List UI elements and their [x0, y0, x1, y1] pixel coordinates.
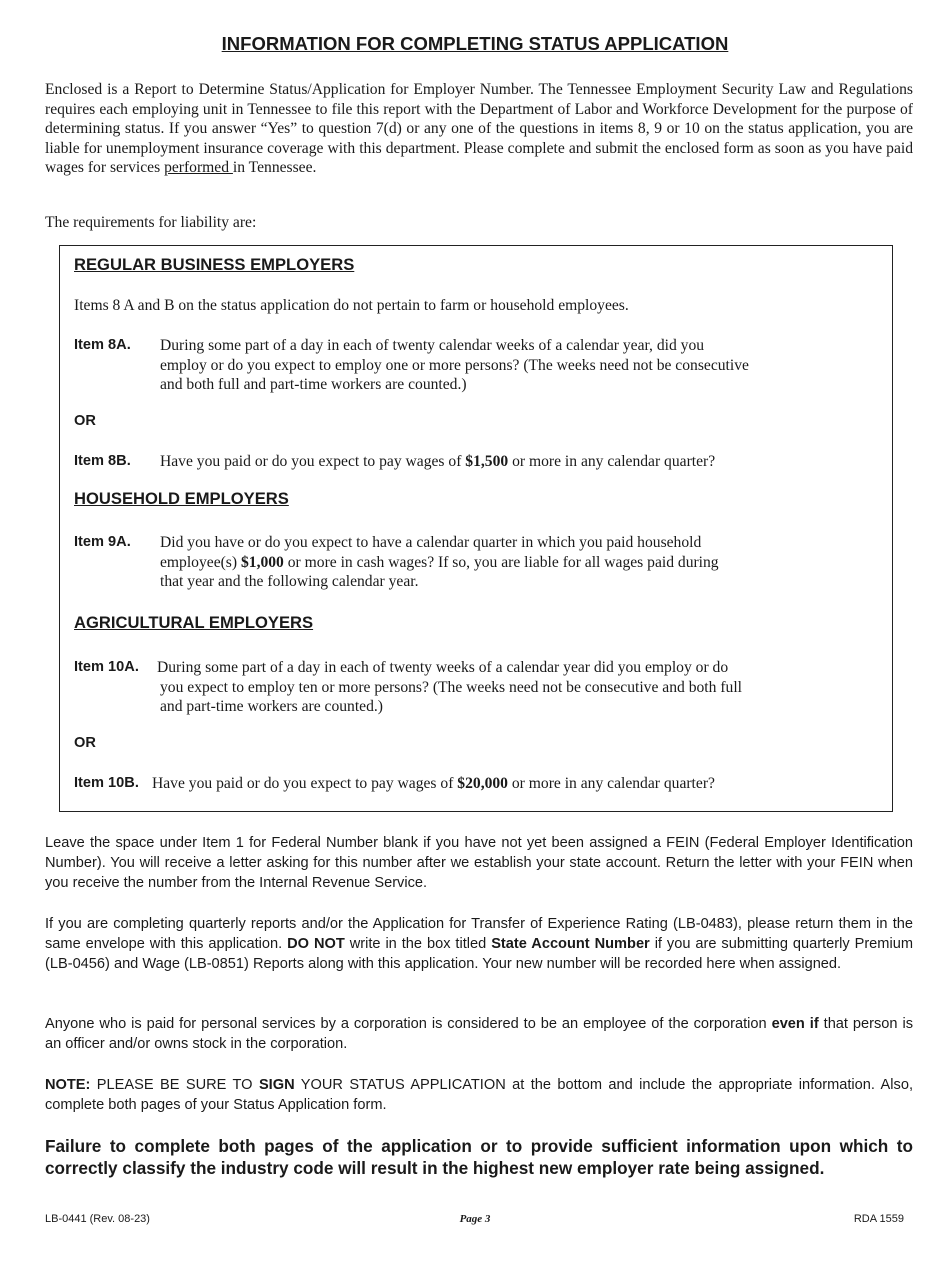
- item-9a-line3: that year and the following calendar year.: [160, 573, 419, 590]
- item-10a-line: you expect to employ ten or more persons? (The weeks need not be consecutive and both full: [160, 678, 742, 696]
- liability-requirements-box: [59, 245, 893, 812]
- item-9a-line1: Did you have or do you expect to have a calendar quarter in which you paid household: [160, 534, 702, 551]
- item-8a-line: and both full and part-time workers are counted.): [160, 376, 467, 393]
- or-label: OR: [74, 413, 96, 429]
- quarterly-post: if you are submitting quarterly Premium (LB-0456) and Wage (LB-0851) Reports along with this application. Your new number will be recorded here when assigned.: [45, 936, 913, 972]
- item-9a-line2: [160, 553, 830, 573]
- or-label: OR: [74, 735, 96, 751]
- form-id: LB-0441 (Rev. 08-23): [45, 1213, 150, 1225]
- requirements-label: The requirements for liability are:: [45, 214, 257, 231]
- note-post: YOUR STATUS APPLICATION at the bottom and include the appropriate information. Also, complete both pages of your Status Application form.: [45, 1077, 913, 1113]
- item-8b-pre: Have you paid or do you expect to pay wages of: [160, 453, 466, 470]
- rda-number: RDA 1559: [853, 1213, 904, 1225]
- agricultural-heading: AGRICULTURAL EMPLOYERS: [74, 613, 314, 632]
- corporation-paragraph: [45, 1014, 913, 1054]
- intro-text: Enclosed is a Report to Determine Status/Application for Employer Number. The Tennessee Employment Security Law and Regulations requires each employing unit in Tennessee to file this report with the Department of Labor and Workforce Development for the purpose of determining status. If you answer “Yes” to question 7(d) or any one of the questions in items 8, 9 or 10 on the status application, you are liable for unemployment insurance coverage with this department. Please complete and submit the enclosed form as soon as you have paid wages for services: [45, 81, 913, 176]
- failure-warning: Failure to complete both pages of the application or to provide sufficient information upon which to correctly classify the industry code will result in the highest new employer rate being assigned.: [45, 1136, 913, 1178]
- even-if-text: even if: [771, 1016, 819, 1032]
- intro-underlined: performed: [164, 159, 233, 176]
- item-8a-line: During some part of a day in each of twenty calendar weeks of a calendar year, did you: [160, 337, 705, 354]
- item-10a-line: and part-time workers are counted.): [160, 698, 383, 715]
- regular-heading: REGULAR BUSINESS EMPLOYERS: [74, 255, 355, 274]
- intro-paragraph: [45, 80, 913, 178]
- item-10b-amount: $20,000: [457, 775, 508, 792]
- item-10b-post: or more in any calendar quarter?: [507, 775, 715, 792]
- fein-paragraph: Leave the space under Item 1 for Federal Number blank if you have not yet been assigned a FEIN (Federal Employer Identification Number). You will receive a letter asking for this number after we establish your state account. Return the letter with your FEIN when you receive the number from the Internal Revenue Service.: [45, 835, 913, 891]
- sign-text: SIGN: [258, 1077, 295, 1093]
- corp-post: that person is an officer and/or owns stock in the corporation.: [45, 1016, 914, 1052]
- item-10a-line: During some part of a day in each of twenty weeks of a calendar year did you employ or do: [157, 659, 729, 676]
- item-8b-post: or more in any calendar quarter?: [508, 453, 716, 470]
- item-8a-line: employ or do you expect to employ one or more persons? (The weeks need not be consecutive: [160, 356, 749, 374]
- item-10a-label: Item 10A.: [74, 659, 139, 675]
- item-9a-line2-pre: employee(s): [160, 553, 241, 571]
- state-account-text: State Account Number: [491, 936, 650, 952]
- note-pre: PLEASE BE SURE TO: [90, 1077, 259, 1093]
- item-9a-text: [160, 533, 830, 592]
- item-9a-label: Item 9A.: [74, 534, 131, 550]
- item-10b-label: Item 10B.: [74, 775, 139, 791]
- item-10b-text: [152, 774, 822, 794]
- household-heading: HOUSEHOLD EMPLOYERS: [74, 489, 289, 508]
- note-paragraph: [45, 1075, 913, 1115]
- regular-note: Items 8 A and B on the status application do not pertain to farm or household employees.: [74, 297, 629, 314]
- note-label: NOTE:: [45, 1077, 91, 1093]
- item-9a-amount: $1,000: [240, 553, 284, 571]
- quarterly-mid: write in the box titled: [344, 936, 492, 952]
- item-8a-label: Item 8A.: [74, 337, 131, 353]
- quarterly-pre: If you are completing quarterly reports and/or the Application for Transfer of Experience Rating (LB-0483), please return them in the same envelope with this application.: [45, 916, 913, 952]
- intro-tail: in Tennessee.: [232, 159, 317, 176]
- page-title: INFORMATION FOR COMPLETING STATUS APPLICATION: [221, 33, 729, 54]
- do-not-text: DO NOT: [287, 936, 345, 952]
- item-10a-text: [157, 658, 827, 717]
- item-8b-label: Item 8B.: [74, 453, 131, 469]
- page-number: Page 3: [459, 1213, 491, 1225]
- item-8b-amount: $1,500: [465, 453, 509, 470]
- item-9a-line2-post: or more in cash wages? If so, you are liable for all wages paid during: [283, 553, 719, 571]
- item-8a-text: [160, 336, 830, 395]
- item-8b-text: [160, 452, 830, 472]
- quarterly-paragraph: [45, 914, 913, 974]
- corp-pre: Anyone who is paid for personal services by a corporation is considered to be an employee of the corporation: [45, 1016, 772, 1032]
- item-10b-pre: Have you paid or do you expect to pay wages of: [152, 775, 458, 792]
